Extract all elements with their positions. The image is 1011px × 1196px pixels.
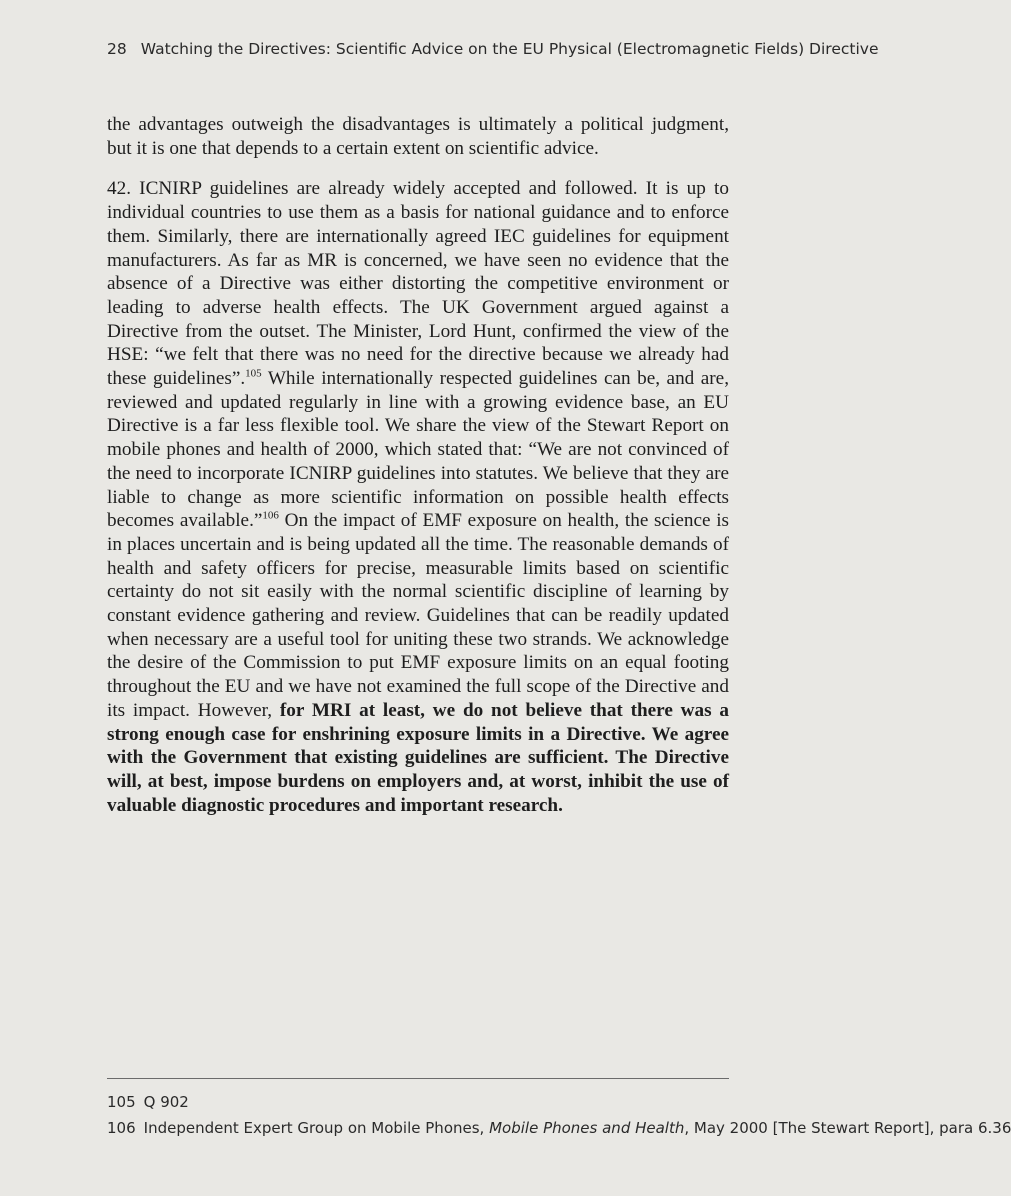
running-title: Watching the Directives: Scientific Advice on the EU Physical (Electromagnetic Fields) Directive — [140, 40, 879, 58]
paragraph-42-text-a: 42. ICNIRP guidelines are already widely accepted and followed. It is up to individual countries to use them as a basis for national guidance and to enforce them. Similarly, there are internationally agreed IEC guidelines for equipment manufacturers. As far as MR is concerned, we have seen no evidence that the absence of a Directive was either distorting the competitive environment or leading to adverse health effects. The UK Government argued against a Directive from the outset. The Minister, Lord Hunt, confirmed the view of the HSE: “we felt that there was no need for the directive because we already had these guidelines”. — [107, 178, 729, 390]
footnote-number: 106 — [107, 1119, 136, 1137]
paragraph-42-conclusion: for MRI at least, we do not believe that there was a strong enough case for enshrining exposure limits in a Directive. We agree with the Government that existing guidelines are sufficient. The Directive will, at best, impose burdens on employers and, at worst, inhibit the use of valuable diagnostic procedures and important research. — [107, 699, 729, 816]
body-text — [107, 113, 729, 834]
footnote-ref-105: 105 — [245, 367, 262, 380]
footnote-106 — [107, 1119, 1011, 1137]
paragraph-continued: the advantages outweigh the disadvantages is ultimately a political judgment, but it is one that depends to a certain extent on scientific advice. — [107, 114, 729, 159]
footnotes — [107, 1093, 1011, 1145]
footnote-number: 105 — [107, 1093, 136, 1111]
paragraph-42-text-b: While internationally respected guidelines can be, and are, reviewed and updated regularly in line with a growing evidence base, an EU Directive is a far less flexible tool. We share the view of the Stewart Report on mobile phones and health of 2000, which stated that: “We are not convinced of the need to incorporate ICNIRP guidelines into statutes. We believe that they are liable to change as more scientific information on possible health effects becomes available.” — [107, 368, 729, 532]
footnote-ref-106: 106 — [262, 509, 279, 522]
running-header — [107, 40, 878, 58]
footnote-divider — [107, 1078, 729, 1079]
footnote-text: Independent Expert Group on Mobile Phones, — [143, 1119, 490, 1137]
paragraph-42-text-c: On the impact of EMF exposure on health, the science is in places uncertain and is being updated all the time. The reasonable demands of health and safety officers for precise, measurable limits based on scientific certainty do not sit easily with the normal scientific discipline of learning by constant evidence gathering and review. Guidelines that can be readily updated when necessary are a useful tool for uniting these two strands. We acknowledge the desire of the Commission to put EMF exposure limits on an equal footing throughout the EU and we have not examined the full scope of the Directive and its impact. However, — [107, 510, 729, 721]
page-number: 28 — [107, 40, 127, 58]
footnote-105 — [107, 1093, 747, 1111]
footnote-text: Q 902 — [143, 1093, 189, 1111]
footnote-text-tail: , May 2000 [The Stewart Report], para 6.36 — [684, 1119, 1011, 1137]
paragraph-42 — [107, 177, 729, 817]
footnote-source-title: Mobile Phones and Health — [489, 1119, 685, 1137]
